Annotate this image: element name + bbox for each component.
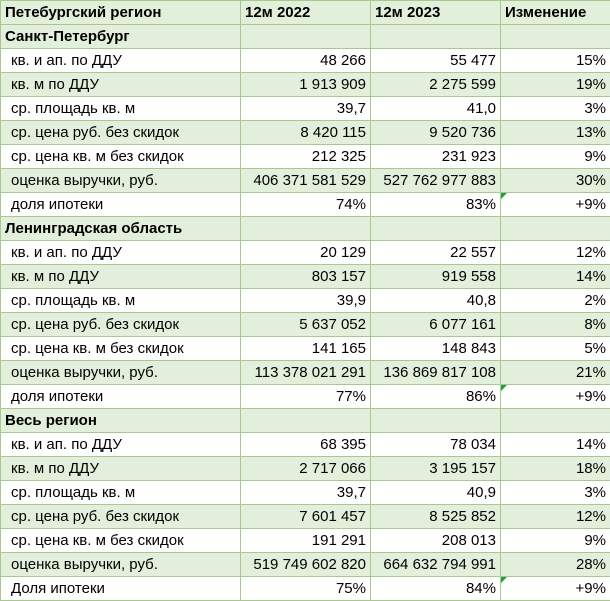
table-row [1,529,610,553]
value-2023[interactable]: 2 275 599 [371,73,501,97]
section-title[interactable]: Санкт-Петербург [1,25,241,49]
value-change[interactable]: 8% [501,313,610,337]
value-2023[interactable]: 86% [371,385,501,409]
value-2022[interactable]: 2 717 066 [241,457,371,481]
value-2023[interactable]: 208 013 [371,529,501,553]
value-2023[interactable]: 40,8 [371,289,501,313]
value-change[interactable]: 2% [501,289,610,313]
row-label[interactable]: доля ипотеки [1,193,241,217]
value-2022[interactable]: 803 157 [241,265,371,289]
value-2022[interactable]: 48 266 [241,49,371,73]
value-2022[interactable]: 75% [241,577,371,601]
section-empty-cell[interactable] [501,217,610,241]
section-empty-cell[interactable] [241,217,371,241]
value-2023[interactable]: 9 520 736 [371,121,501,145]
value-2023[interactable]: 527 762 977 883 [371,169,501,193]
row-label[interactable]: ср. площадь кв. м [1,97,241,121]
value-2023[interactable]: 148 843 [371,337,501,361]
row-label[interactable]: кв. м по ДДУ [1,265,241,289]
row-label[interactable]: кв. и ап. по ДДУ [1,49,241,73]
value-2022[interactable]: 39,7 [241,97,371,121]
value-2023[interactable]: 41,0 [371,97,501,121]
section-title[interactable]: Ленинградская область [1,217,241,241]
section-empty-cell[interactable] [371,25,501,49]
table-row [1,49,610,73]
section-row [1,409,610,433]
value-change[interactable]: +9% [501,577,610,601]
value-2022[interactable]: 141 165 [241,337,371,361]
table-row [1,265,610,289]
table-row [1,385,610,409]
row-label[interactable]: доля ипотеки [1,385,241,409]
table-row [1,97,610,121]
value-change[interactable]: 18% [501,457,610,481]
value-change[interactable]: 28% [501,553,610,577]
table-row [1,145,610,169]
value-change[interactable]: 21% [501,361,610,385]
row-label[interactable]: кв. м по ДДУ [1,73,241,97]
row-label[interactable]: кв. м по ДДУ [1,457,241,481]
row-label[interactable]: ср. цена кв. м без скидок [1,529,241,553]
header-2023[interactable]: 12м 2023 [371,1,501,25]
table-row [1,169,610,193]
table-row [1,577,610,601]
value-2022[interactable]: 39,7 [241,481,371,505]
value-change[interactable]: 5% [501,337,610,361]
value-2022[interactable]: 77% [241,385,371,409]
value-change[interactable]: 3% [501,97,610,121]
row-label[interactable]: ср. цена руб. без скидок [1,313,241,337]
value-change[interactable]: 15% [501,49,610,73]
row-label[interactable]: ср. цена руб. без скидок [1,121,241,145]
table-row [1,289,610,313]
row-label[interactable]: ср. цена руб. без скидок [1,505,241,529]
value-2023[interactable]: 3 195 157 [371,457,501,481]
table-row [1,505,610,529]
row-label[interactable]: ср. площадь кв. м [1,289,241,313]
table-row [1,433,610,457]
section-row [1,217,610,241]
header-row [1,1,610,25]
table-row [1,73,610,97]
value-2023[interactable]: 231 923 [371,145,501,169]
value-change[interactable]: 30% [501,169,610,193]
section-empty-cell[interactable] [501,25,610,49]
section-empty-cell[interactable] [371,217,501,241]
row-label[interactable]: кв. и ап. по ДДУ [1,241,241,265]
row-label[interactable]: оценка выручки, руб. [1,169,241,193]
value-change[interactable]: 9% [501,145,610,169]
table-row [1,313,610,337]
value-change[interactable]: +9% [501,193,610,217]
value-2022[interactable]: 212 325 [241,145,371,169]
table-row [1,241,610,265]
value-2023[interactable]: 22 557 [371,241,501,265]
value-change[interactable]: 12% [501,241,610,265]
section-title[interactable]: Весь регион [1,409,241,433]
row-label[interactable]: оценка выручки, руб. [1,361,241,385]
row-label[interactable]: ср. цена кв. м без скидок [1,337,241,361]
table-row [1,457,610,481]
table-row [1,193,610,217]
value-2023[interactable]: 78 034 [371,433,501,457]
value-2022[interactable]: 113 378 021 291 [241,361,371,385]
value-2023[interactable]: 919 558 [371,265,501,289]
value-change[interactable]: 12% [501,505,610,529]
value-2022[interactable]: 68 395 [241,433,371,457]
value-2023[interactable]: 83% [371,193,501,217]
value-2023[interactable]: 664 632 794 991 [371,553,501,577]
value-2022[interactable]: 406 371 581 529 [241,169,371,193]
section-empty-cell[interactable] [241,25,371,49]
table-row [1,121,610,145]
row-label[interactable]: Доля ипотеки [1,577,241,601]
header-region[interactable]: Петебургский регион [1,1,241,25]
value-2022[interactable]: 191 291 [241,529,371,553]
row-label[interactable]: оценка выручки, руб. [1,553,241,577]
value-2022[interactable]: 1 913 909 [241,73,371,97]
section-empty-cell[interactable] [241,409,371,433]
value-2023[interactable]: 136 869 817 108 [371,361,501,385]
table-row [1,337,610,361]
value-2023[interactable]: 55 477 [371,49,501,73]
section-empty-cell[interactable] [371,409,501,433]
value-2023[interactable]: 40,9 [371,481,501,505]
table-row [1,553,610,577]
value-2022[interactable]: 5 637 052 [241,313,371,337]
value-2023[interactable]: 84% [371,577,501,601]
value-change[interactable]: 13% [501,121,610,145]
header-2022[interactable]: 12м 2022 [241,1,371,25]
value-2022[interactable]: 20 129 [241,241,371,265]
header-change[interactable]: Изменение [501,1,610,25]
table-row [1,481,610,505]
value-change[interactable]: 14% [501,433,610,457]
row-label[interactable]: ср. цена кв. м без скидок [1,145,241,169]
section-empty-cell[interactable] [501,409,610,433]
value-2023[interactable]: 6 077 161 [371,313,501,337]
value-change[interactable]: 9% [501,529,610,553]
value-2022[interactable]: 519 749 602 820 [241,553,371,577]
value-2023[interactable]: 8 525 852 [371,505,501,529]
value-change[interactable]: 14% [501,265,610,289]
row-label[interactable]: кв. и ап. по ДДУ [1,433,241,457]
value-change[interactable]: 3% [501,481,610,505]
value-change[interactable]: +9% [501,385,610,409]
value-2022[interactable]: 39,9 [241,289,371,313]
section-row [1,25,610,49]
value-2022[interactable]: 8 420 115 [241,121,371,145]
table-row [1,361,610,385]
value-2022[interactable]: 7 601 457 [241,505,371,529]
value-2022[interactable]: 74% [241,193,371,217]
value-change[interactable]: 19% [501,73,610,97]
row-label[interactable]: ср. площадь кв. м [1,481,241,505]
